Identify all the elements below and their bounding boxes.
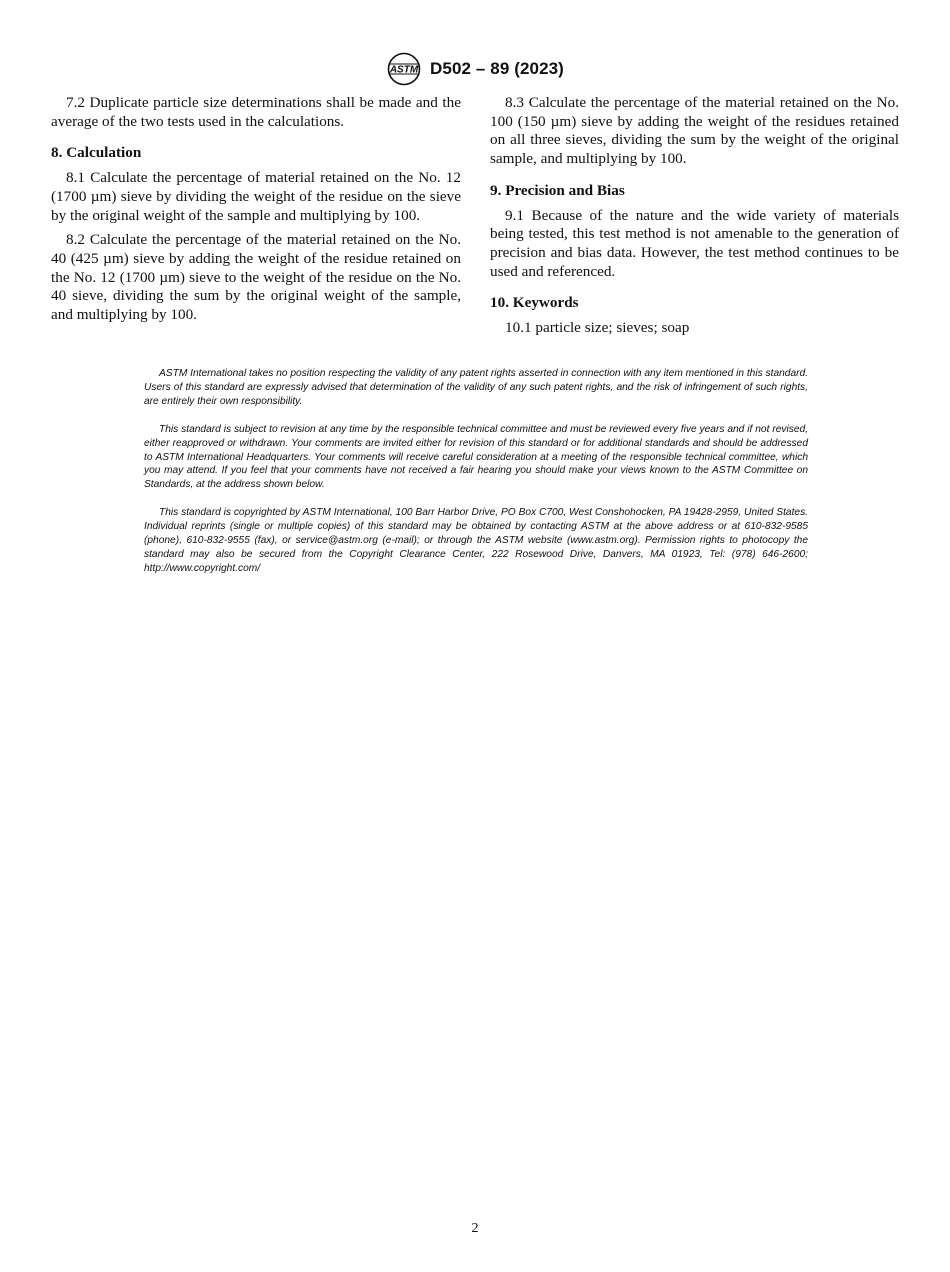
paragraph-7-2: 7.2 Duplicate particle size determinations shall be made and the average of the two tests used in the calculations. — [51, 94, 461, 130]
paragraph-10-1: 10.1 particle size; sieves; soap — [505, 319, 690, 337]
paragraph-8-2: 8.2 Calculate the percentage of the material retained on the No. 40 (425 µm) sieve by adding the weight of the residue retained on the No. 12 (1700 µm) sieve to the weight of the residue on the No. 40 sieve, dividing the sum by the original weight of the sample, and multiplying by 100. — [51, 231, 461, 324]
page-number: 2 — [471, 1221, 479, 1236]
left-column — [51, 94, 461, 325]
logo-text: ASTM — [389, 64, 419, 76]
paragraph-8-3: 8.3 Calculate the percentage of the material retained on the No. 100 (150 µm) sieve by adding the weight of the residues retained on all three sieves, dividing the sum by the weight of the original sample, and multiplying by 100. — [490, 94, 899, 168]
section-9-heading: 9. Precision and Bias — [490, 181, 625, 199]
copyright-notice: This standard is copyrighted by ASTM International, 100 Barr Harbor Drive, PO Box C700, West Conshohocken, PA 19428-2959, United States. Individual reprints (single or multiple copies) of this standard may be obtained by contacting ASTM at the above address or at 610-832-9585 (phone), 610-832-9555 (fax), or service@astm.org (e-mail); or through the ASTM website (www.astm.org). Permission rights to photocopy the standard may also be secured from the Copyright Clearance Center, 222 Rosewood Drive, Danvers, MA 01923, Tel: (978) 646-2600; http://www.copyright.com/ — [144, 507, 808, 574]
legal-notices — [144, 367, 808, 576]
document-designation: D502 – 89 (2023) — [430, 59, 564, 78]
paragraph-8-1: 8.1 Calculate the percentage of material retained on the No. 12 (1700 µm) sieve by dividing the weight of the residue on the sieve by the original weight of the sample and multiplying by 100. — [51, 169, 461, 224]
section-8-heading: 8. Calculation — [51, 144, 142, 162]
paragraph-9-1: 9.1 Because of the nature and the wide variety of materials being tested, this test method is not amenable to the generation of precision and bias data. However, the test method continues to be used and referenced. — [490, 206, 899, 280]
page-header — [0, 52, 950, 86]
right-column — [490, 94, 899, 338]
patent-notice: ASTM International takes no position respecting the validity of any patent rights asserted in connection with any item mentioned in this standard. Users of this standard are expressly advised that determination of the validity of any such patent rights, and the risk of infringement of such rights, are entirely their own responsibility. — [144, 368, 808, 407]
astm-logo-icon — [386, 52, 422, 86]
section-10-heading: 10. Keywords — [490, 294, 579, 312]
revision-notice: This standard is subject to revision at any time by the responsible technical committee and must be reviewed every five years and if not revised, either reapproved or withdrawn. Your comments are invited either for revision of this standard or for additional standards and should be addressed to ASTM International Headquarters. Your comments will receive careful consideration at a meeting of the responsible technical committee, which you may attend. If you feel that your comments have not received a fair hearing you should make your views known to the ASTM Committee on Standards, at the address shown below. — [144, 423, 808, 491]
